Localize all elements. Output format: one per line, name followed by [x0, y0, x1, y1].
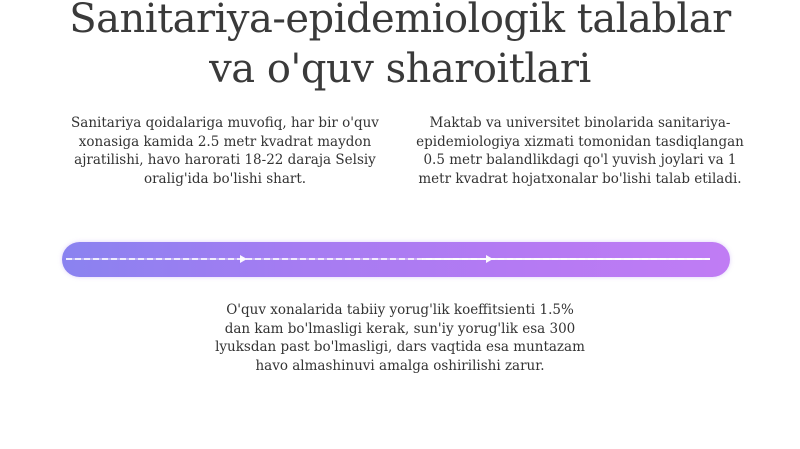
- timeline-track-solid: [422, 258, 710, 260]
- title-line-2: va o'quv sharoitlari: [209, 46, 591, 92]
- title-line-1: Sanitariya-epidemiologik talablar: [69, 0, 731, 42]
- text-block-bottom: O'quv xonalarida tabiiy yorug'lik koeffitsienti 1.5% dan kam bo'lmasligi kerak, sun'iy yorug'lik esa 300 lyuksdan past bo'lmasligi, dars vaqtida esa muntazam havo almashinuvi amalga oshirilishi zarur.: [215, 302, 585, 374]
- timeline-bar: [62, 242, 730, 277]
- text-block-left: Sanitariya qoidalariga muvofiq, har bir o'quv xonasiga kamida 2.5 metr kvadrat maydon ajratilishi, havo harorati 18-22 daraja Selsiy oralig'ida bo'lishi shart.: [71, 115, 379, 187]
- arrow-right-icon: [240, 255, 247, 263]
- arrow-right-icon: [486, 255, 493, 263]
- text-block-right: Maktab va universitet binolarida sanitariya-epidemiologiya xizmati tomonidan tasdiqlangan 0.5 metr balandlikdagi qo'l yuvish joylari va 1 metr kvadrat hojatxonalar bo'lishi talab etiladi.: [416, 115, 744, 187]
- slide-title: [0, 0, 800, 94]
